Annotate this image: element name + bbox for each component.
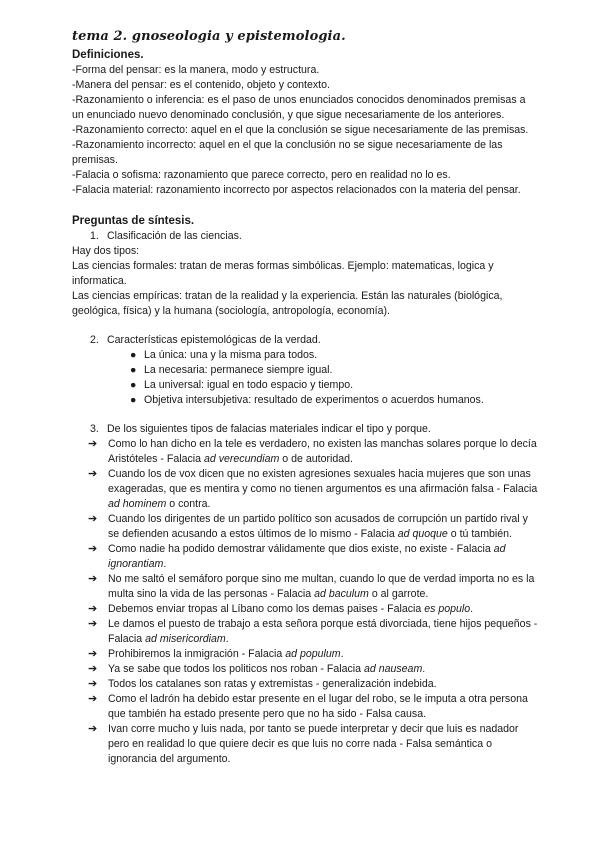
arrow-icon: ➔ <box>88 513 98 525</box>
list-item: ➔ Cuando los de vox dicen que no existen agresiones sexuales hacia mujeres que son unas exageradas, que es mentira y como no tienen argumentos es una afirmación falsa - Falacia ad hominem o contra. <box>88 468 538 510</box>
definiciones-heading: Definiciones. <box>72 49 144 61</box>
answer-line: Las ciencias empíricas: tratan de la realidad y la experiencia. Están las naturales (biológica, <box>72 290 503 302</box>
answer-line: Las ciencias formales: tratan de meras formas simbólicas. Ejemplo: matematicas, logica y <box>72 260 494 272</box>
arrow-icon: ➔ <box>88 573 98 585</box>
list-item: ● La universal: igual en todo espacio y tiempo. <box>130 379 354 391</box>
list-item: ➔ Ivan corre mucho y luis nada, por tanto se puede interpretar y decir que luis es nadador pero en realidad lo que quiere decir es que luis no corre nada - Falsa semántica o ignorancia del argumento. <box>88 723 519 765</box>
arrow-icon: ➔ <box>88 468 98 480</box>
list-item: ● Objetiva intersubjetiva: resultado de experimentos o acuerdos humanos. <box>130 394 484 406</box>
definition-line: -Razonamiento o inferencia: es el paso de unos enunciados conocidos denominados premisas a <box>72 94 526 106</box>
truth-characteristics-list <box>72 348 552 408</box>
arrow-icon: ➔ <box>88 693 98 705</box>
question-number: 1. <box>90 230 99 242</box>
list-item: ➔ Debemos enviar tropas al Líbano como los demas paises - Falacia es populo. <box>88 603 474 615</box>
document-title: tema 2. gnoseologia y epistemologia. <box>72 29 346 44</box>
definiciones-body <box>72 63 552 198</box>
list-item: ➔ Ya se sabe que todos los politicos nos roban - Falacia ad nauseam. <box>88 663 426 675</box>
question-1 <box>72 229 552 244</box>
bullet-icon: ● <box>130 349 137 361</box>
list-item: ➔ Como nadie ha podido demostrar válidamente que dios existe, no existe - Falacia ad ignorantiam. <box>88 543 506 570</box>
list-item: ➔ Todos los catalanes son ratas y extremistas - generalización indebida. <box>88 678 437 690</box>
arrow-icon: ➔ <box>88 648 98 660</box>
question-3 <box>72 422 552 437</box>
arrow-icon: ➔ <box>88 663 98 675</box>
arrow-icon: ➔ <box>88 723 98 735</box>
answer-line: geológica, física) y la humana (sociología, antropología, economía). <box>72 305 390 317</box>
question-text: De los siguientes tipos de falacias materiales indicar el tipo y porque. <box>107 423 431 435</box>
definition-line: -Falacia material: razonamiento incorrecto por aspectos relacionados con la materia del pensar. <box>72 184 521 196</box>
list-item: ➔ Cuando los dirigentes de un partido político son acusados de corrupción un partido rival y se defienden acusando a estos últimos de lo mismo - Falacia ad quoque o tú también. <box>88 513 528 540</box>
list-item: ● La necesaria: permanece siempre igual. <box>130 364 333 376</box>
definition-line: -Falacia o sofisma: razonamiento que parece correcto, pero en realidad no lo es. <box>72 169 451 181</box>
list-item: ● La única: una y la misma para todos. <box>130 349 318 361</box>
arrow-icon: ➔ <box>88 438 98 450</box>
arrow-icon: ➔ <box>88 543 98 555</box>
list-item: ➔ Le damos el puesto de trabajo a esta señora porque está divorciada, tiene hijos pequeños - Falacia ad misericordiam. <box>88 618 538 645</box>
arrow-icon: ➔ <box>88 618 98 630</box>
definition-line: premisas. <box>72 154 118 166</box>
definition-line: -Razonamiento correcto: aquel en el que la conclusión se sigue necesariamente de las premisas. <box>72 124 529 136</box>
bullet-icon: ● <box>130 364 137 376</box>
definition-line: -Forma del pensar: es la manera, modo y estructura. <box>72 64 320 76</box>
list-item: ➔ No me saltó el semáforo porque sino me multan, cuando lo que de verdad importa no es la multa sino la vida de las personas - Falacia ad baculum o al garrote. <box>88 573 535 600</box>
list-item: ➔ Como lo han dicho en la tele es verdadero, no existen las manchas solares porque lo decía Aristóteles - Falacia ad verecundiam o de autoridad. <box>88 438 537 465</box>
definition-line: -Razonamiento incorrecto: aquel en el que la conclusión no se sigue necesariamente de las <box>72 139 503 151</box>
list-item: ➔ Prohibiremos la inmigración - Falacia ad populum. <box>88 648 344 660</box>
answer-line: Hay dos tipos: <box>72 245 140 257</box>
arrow-icon: ➔ <box>88 603 98 615</box>
arrow-icon: ➔ <box>88 678 98 690</box>
list-item: ➔ Como el ladrón ha debido estar presente en el lugar del robo, se le imputa a otra persona que también ha estado presente pero que no ha sido - Falsa causa. <box>88 693 528 720</box>
fallacy-list <box>72 437 552 767</box>
question-number: 2. <box>90 334 99 346</box>
definition-line: -Manera del pensar: es el contenido, objeto y contexto. <box>72 79 330 91</box>
bullet-icon: ● <box>130 379 137 391</box>
bullet-icon: ● <box>130 394 137 406</box>
question-text: Características epistemológicas de la verdad. <box>107 334 321 346</box>
definition-line: un enunciado nuevo denominado conclusión, y que sigue necesariamente de los anteriores. <box>72 109 505 121</box>
answer-line: informatica. <box>72 275 127 287</box>
question-2 <box>72 333 552 348</box>
preguntas-heading: Preguntas de síntesis. <box>72 215 195 227</box>
document-page <box>72 27 552 767</box>
question-text: Clasificación de las ciencias. <box>107 230 242 242</box>
question-number: 3. <box>90 423 99 435</box>
